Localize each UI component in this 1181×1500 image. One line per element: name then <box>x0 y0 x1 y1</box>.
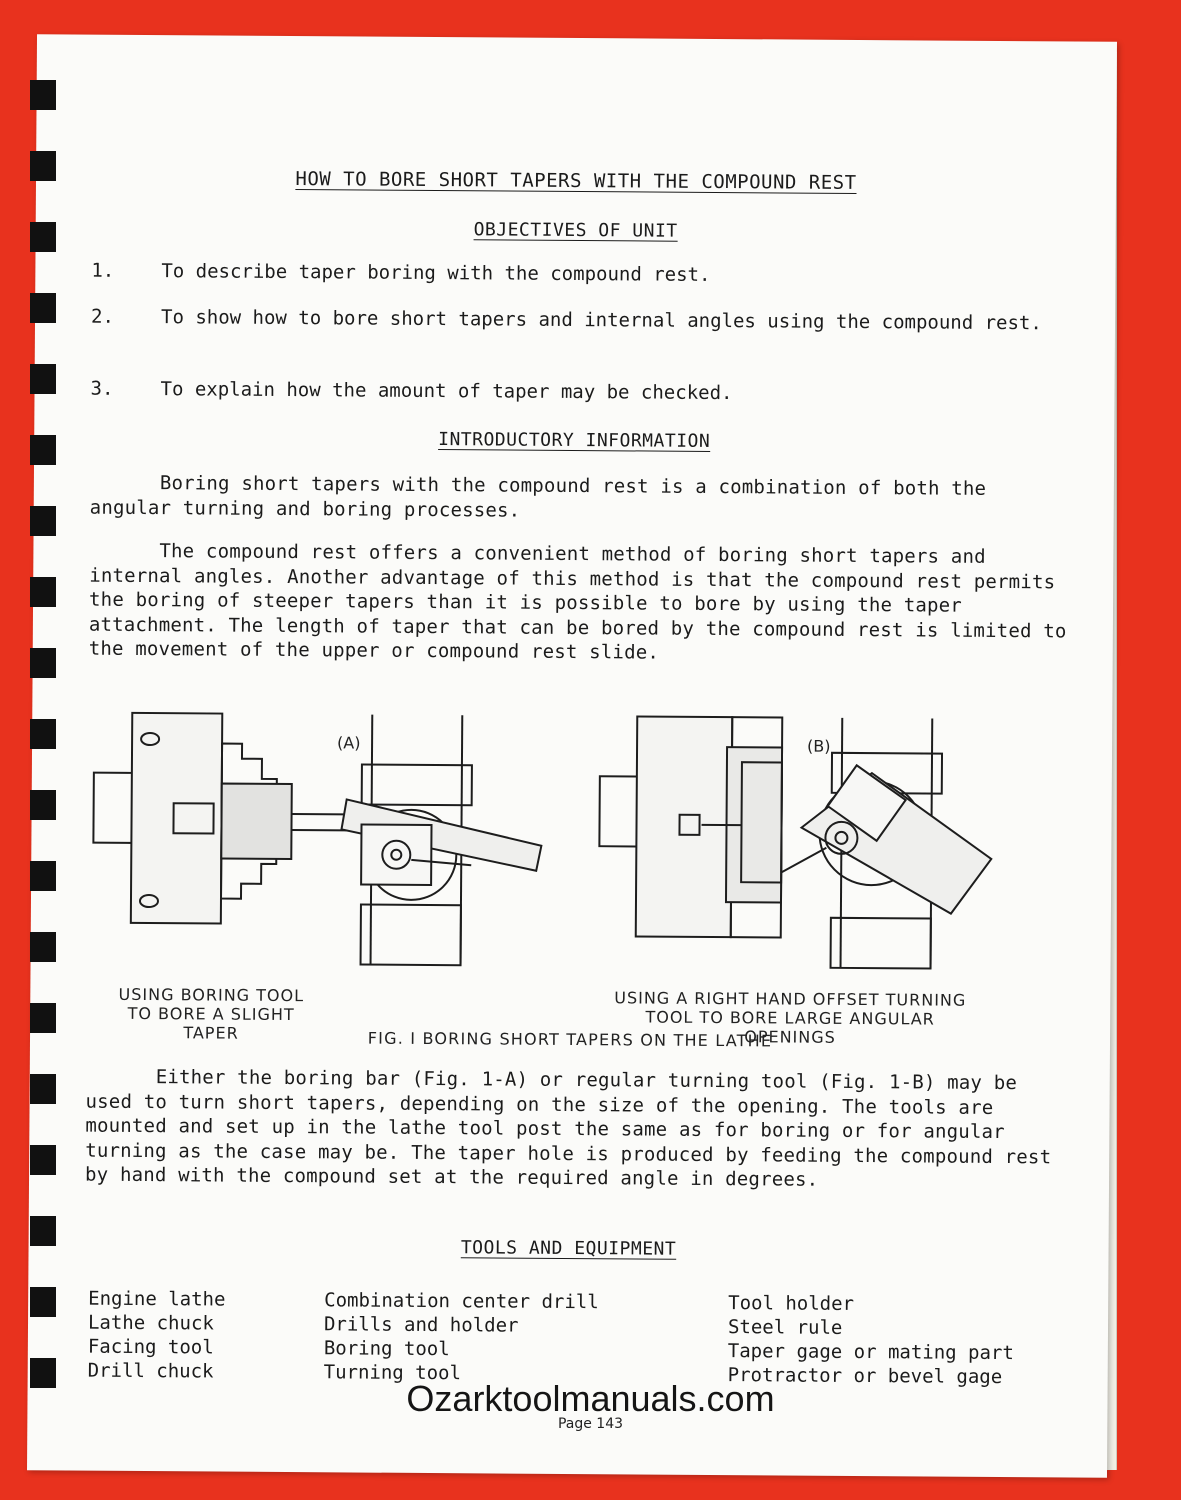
objective-text: To describe taper boring with the compound rest. <box>161 260 711 286</box>
objectives-heading: OBJECTIVES OF UNIT <box>473 219 678 242</box>
binding-hole <box>30 1145 56 1175</box>
objective-number: 2. <box>90 305 115 328</box>
tool-item: Lathe chuck <box>87 1311 214 1335</box>
tool-item: Combination center drill <box>324 1289 599 1314</box>
binding-hole <box>30 719 56 749</box>
binding-hole <box>30 222 56 252</box>
manual-page <box>27 34 1117 1478</box>
tools-column <box>728 1291 1015 1389</box>
binding-hole <box>30 1074 56 1104</box>
tool-item: Facing tool <box>87 1335 214 1359</box>
tool-item: Engine lathe <box>88 1287 226 1311</box>
page-title: HOW TO BORE SHORT TAPERS WITH THE COMPOUND REST <box>295 168 857 194</box>
caption-a-line: TAPER <box>183 1023 239 1043</box>
intro-paragraph: Boring short tapers with the compound rest is a combination of both the angular turning and boring processes. <box>89 472 987 522</box>
tool-item: Protractor or bevel gage <box>727 1364 1003 1389</box>
spindle-b <box>599 776 639 846</box>
caption-b-line: USING A RIGHT HAND OFFSET TURNING <box>614 988 967 1010</box>
caption-b-line: OPENINGS <box>744 1027 836 1047</box>
tools-column <box>88 1287 226 1384</box>
objective-item <box>90 377 1070 408</box>
tool-item: Drill chuck <box>87 1359 214 1383</box>
tool-item: Boring tool <box>323 1337 450 1361</box>
binding-hole <box>30 293 56 323</box>
binding-hole <box>30 435 56 465</box>
page-number: Page 143 <box>557 1416 624 1432</box>
tool-item: Turning tool <box>323 1361 462 1385</box>
binding-hole <box>30 364 56 394</box>
binding-hole <box>30 1287 56 1317</box>
intro-heading: INTRODUCTORY INFORMATION <box>438 429 711 452</box>
chuck-body-b <box>636 716 733 937</box>
objective-number: 1. <box>91 259 115 282</box>
spindle-a <box>93 773 133 843</box>
watermark: Ozarktoolmanuals.com <box>406 1378 775 1419</box>
binding-hole <box>30 648 56 678</box>
tool-item: Drills and holder <box>323 1313 519 1337</box>
binding-hole <box>30 151 56 181</box>
binding-hole <box>30 1216 56 1246</box>
body-paragraph: Either the boring bar (Fig. 1-A) or regular turning tool (Fig. 1-B) may be used to turn short tapers, depending on the size of the opening. The tools are mounted and set up in the lathe tool post the same as for boring or for angular turning as the case may be. The taper hole is produced by feeding the compound rest by hand with the compound set at the required angle in degrees. <box>84 1066 1052 1191</box>
binding-hole <box>30 577 56 607</box>
figure-label-b: (B) <box>807 736 831 756</box>
objective-item <box>91 305 1071 336</box>
tool-item: Taper gage or mating part <box>727 1340 1014 1365</box>
binding-hole <box>30 1003 56 1033</box>
tools-column <box>324 1288 599 1386</box>
objective-text: To explain how the amount of taper may be checked. <box>160 378 733 405</box>
figure-label-a: (A) <box>337 733 361 753</box>
objective-text: To show how to bore short tapers and internal angles using the compound rest. <box>160 306 1042 335</box>
tool-item: Steel rule <box>727 1316 843 1339</box>
binding-hole <box>30 80 56 110</box>
spiral-binding <box>30 80 60 1460</box>
page-content <box>27 34 1117 1478</box>
intro-paragraph: The compound rest offers a convenient method of boring short tapers and internal angles. Another advantage of this method is that the compound rest permits the boring of steeper tapers than it is possible to bore by using the taper attachment. The length of taper that can be bored by the compound rest is limited to the movement of the upper or compound rest slide. <box>88 540 1067 664</box>
caption-a-line: USING BORING TOOL <box>118 984 305 1006</box>
caption-a-line: TO BORE A SLIGHT <box>127 1003 295 1025</box>
lathe-figure <box>80 703 1022 1060</box>
objective-item <box>91 259 1071 290</box>
caption-b-line: TOOL TO BORE LARGE ANGULAR <box>645 1007 935 1029</box>
binding-hole <box>30 506 56 536</box>
objective-number: 3. <box>90 377 114 400</box>
figure-title: FIG. I BORING SHORT TAPERS ON THE LATHE <box>367 1028 773 1051</box>
binding-hole <box>30 861 56 891</box>
tool-item: Tool holder <box>728 1292 855 1315</box>
binding-hole <box>30 932 56 962</box>
tools-heading: TOOLS AND EQUIPMENT <box>460 1237 677 1260</box>
binding-hole <box>30 790 56 820</box>
